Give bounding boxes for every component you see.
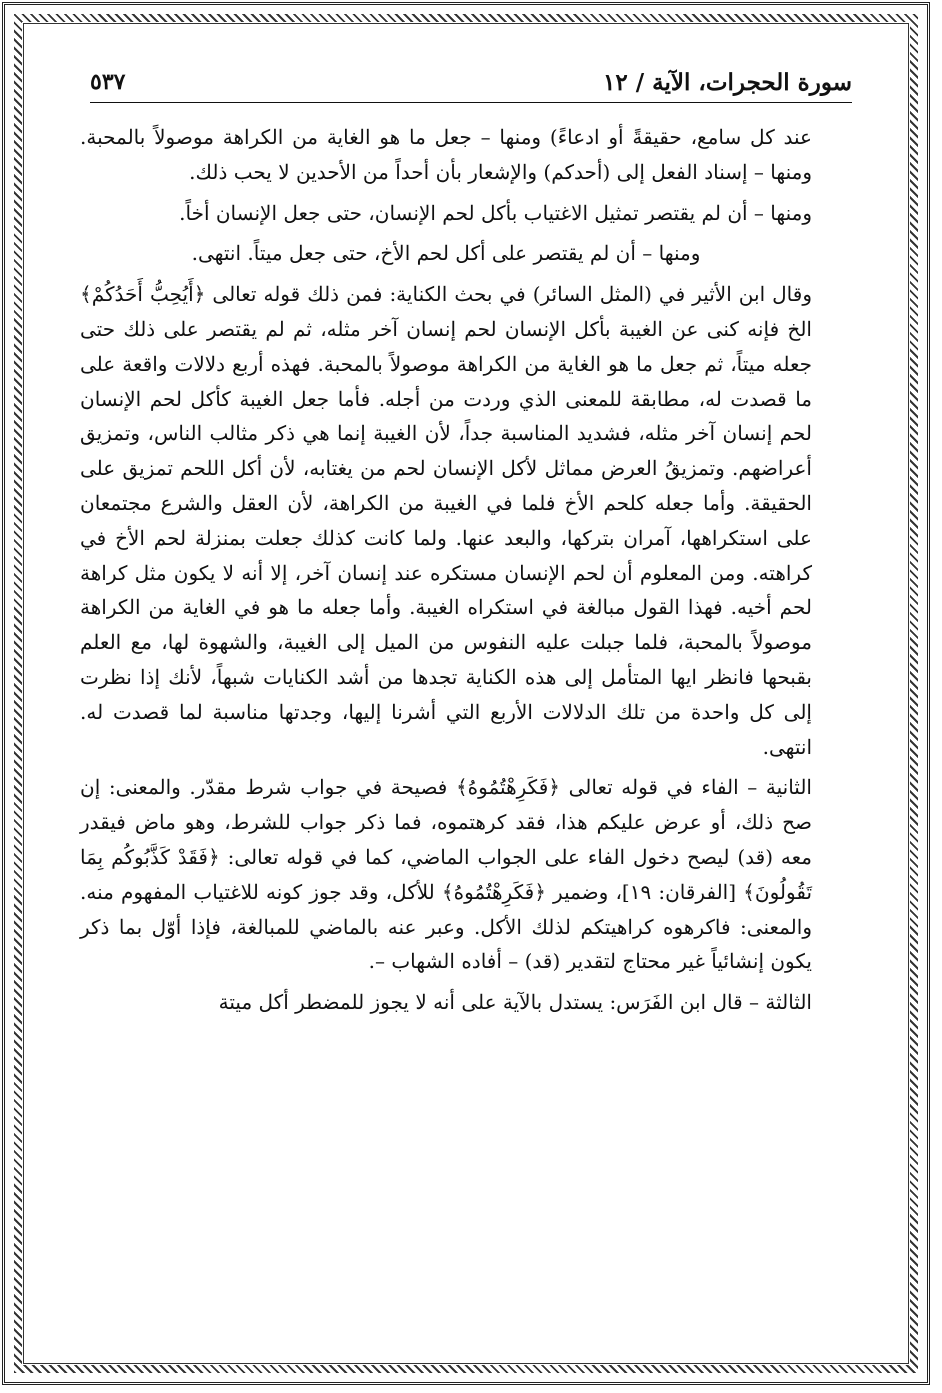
running-header <box>90 62 852 103</box>
paragraph: ومنها – أن لم يقتصر تمثيل الاغتياب بأكل لحم الإنسان، حتى جعل الإنسان أخاً. <box>179 200 812 225</box>
page-body <box>80 120 812 1026</box>
page-number: ٥٣٧ <box>90 69 126 95</box>
paragraph: وقال ابن الأثير في (المثل السائر) في بحث الكناية: فمن ذلك قوله تعالى ﴿أَيُحِبُّ أَحَدُكُمْ﴾ الخ فإنه كنى عن الغيبة بأكل الإنسان لحم إنسان آخر مثله، ثم لم يقتصر على ذلك حتى جعله ميتاً، ثم جعل ما هو الغاية من الكراهة موصولاً بالمحبة. فهذه أربع دلالات واقعة على ما قصدت له، مطابقة للمعنى الذي وردت من أجله. فأما جعل الغيبة كأكل لحم الإنسان لحم إنسان آخر مثله، فشديد المناسبة جداً، لأن الغيبة إنما هي ذكر مثالب الناس، وتمزيق أعراضهم. وتمزيقُ العرض مماثل لأكل الإنسان لحم من يغتابه، لأن أكل اللحم تمزيق على الحقيقة. وأما جعله كلحم الأخ فلما في الغيبة من الكراهة، لأن العقل والشرع مجتمعان على استكراهها، آمران بتركها، والبعد عنها. ولما كانت كذلك جعلت بمنزلة لحم الأخ في كراهته. ومن المعلوم أن لحم الإنسان مستكره عند إنسان آخر، إلا أنه لا يكون مثل كراهة لحم أخيه. فهذا القول مبالغة في استكراه الغيبة. وأما جعله ما هو في الغاية من الكراهة موصولاً بالمحبة، فلما جبلت عليه النفوس من الميل إلى الغيبة، والشهوة لها، مع العلم بقبحها فانظر ايها المتأمل إلى هذه الكناية تجدها من أشد الكنايات شبهاً، لأنك إذا نظرت إلى كل واحدة من تلك الدلالات الأربع التي أشرنا إليها، وجدتها مناسبة لما قصدت له. انتهى. <box>80 282 812 759</box>
paragraph: الثانية – الفاء في قوله تعالى ﴿فَكَرِهْتُمُوهُ﴾ فصيحة في جواب شرط مقدّر. والمعنى: إن صح ذلك، أو عرض عليكم هذا، فقد كرهتموه، فما ذكر جواب للشرط، وهو ماض فيقدر معه (قد) ليصح دخول الفاء على الجواب الماضي، كما في قوله تعالى: ﴿فَقَدْ كَذَّبُوكُم بِمَا تَقُولُونَ﴾ [الفرقان: ١٩]، وضمير ﴿فَكَرِهْتُمُوهُ﴾ للأكل، وقد جوز كونه للاغتياب المفهوم منه. والمعنى: فاكرهوه كراهيتكم لذلك الأكل. وعبر عنه بالماضي للمبالغة، فإذا أوّل بما ذكر يكون إنشائياً غير محتاج لتقدير (قد) – أفاده الشهاب –. <box>80 775 813 974</box>
paragraph: الثالثة – قال ابن الفَرَس: يستدل بالآية على أنه لا يجوز للمضطر أكل ميتة <box>218 990 812 1015</box>
paragraph: ومنها – أن لم يقتصر على أكل لحم الأخ، حتى جعل ميتاً. انتهى. <box>191 241 701 266</box>
paragraph: عند كل سامع، حقيقةً أو ادعاءً) ومنها – جعل ما هو الغاية من الكراهة موصولاً بالمحبة. ومنها – إسناد الفعل إلى (أحدكم) والإشعار بأن أحداً من الأحدين لا يحب ذلك. <box>80 125 812 184</box>
header-title: سورة الحجرات، الآية / ١٢ <box>603 68 852 96</box>
